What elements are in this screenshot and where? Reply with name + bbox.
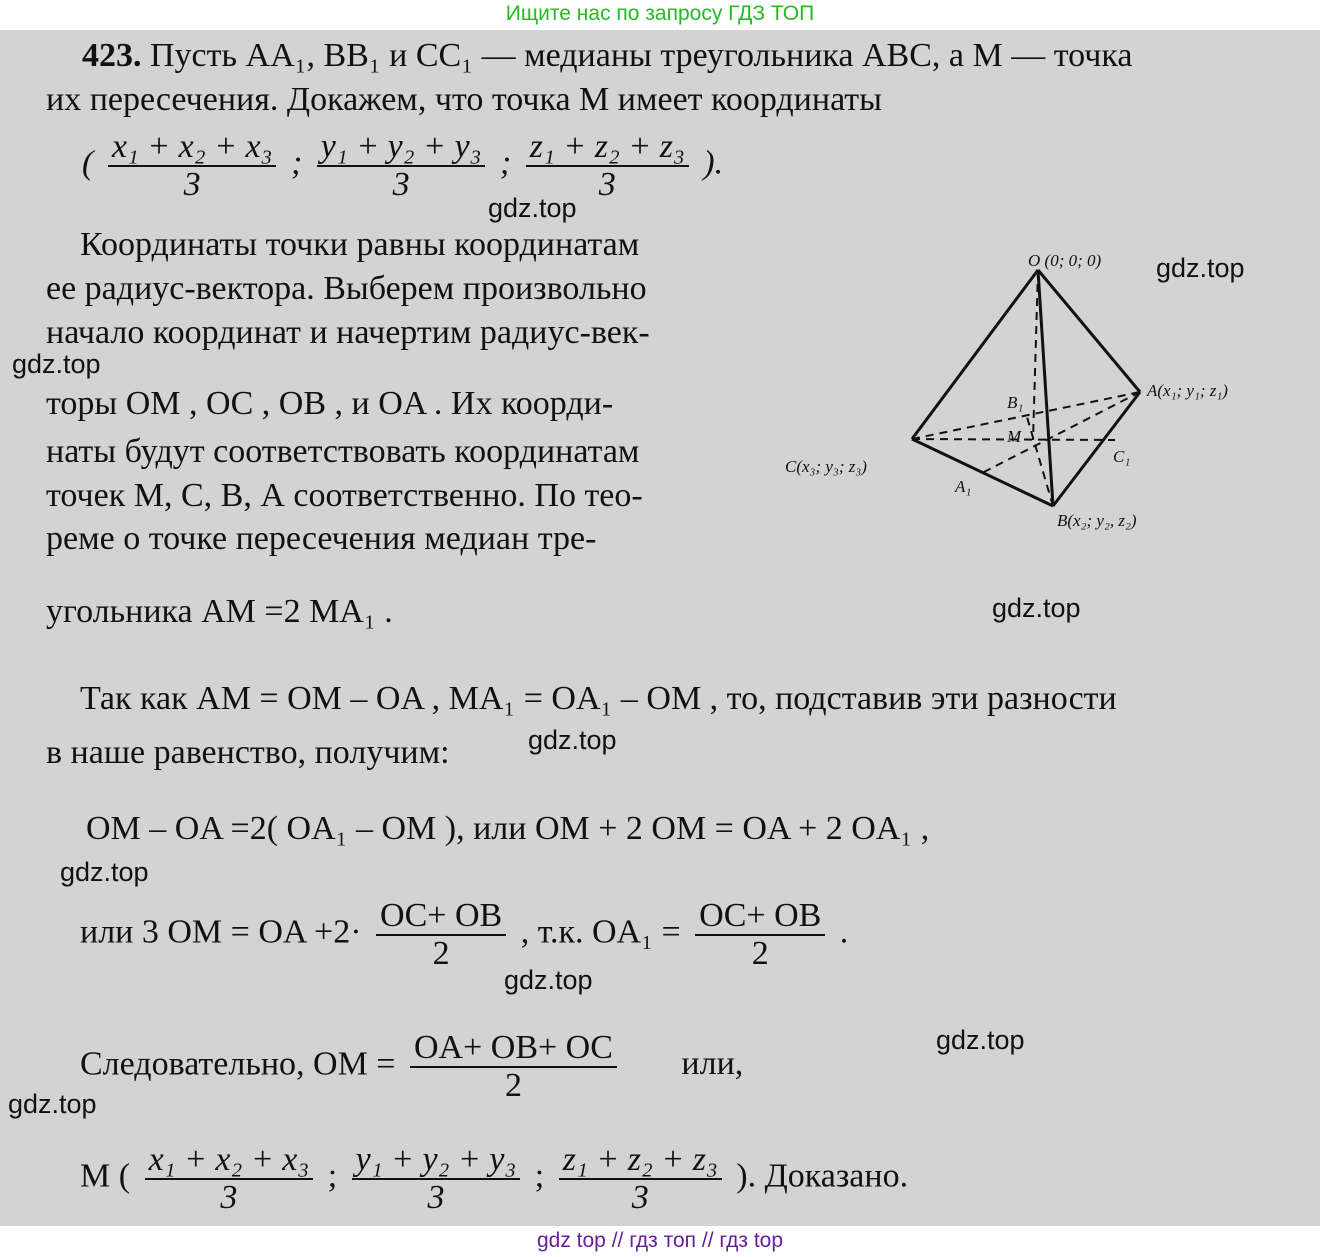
fraction-x: $\frac{\text{x₁ + x₂ + x₃}}{3}$: [108, 129, 277, 202]
edge-cb: [912, 439, 1053, 506]
watermark: gdz.top: [488, 193, 577, 223]
paren-open: (: [82, 144, 94, 182]
final-left: M (: [80, 1157, 131, 1195]
eq3-left: или 3 OM = OA +2·: [80, 913, 362, 951]
equation-line-4: [80, 1030, 743, 1103]
eq4-left: Следовательно, OM =: [80, 1045, 396, 1083]
label-o: O (0; 0; 0): [1028, 251, 1102, 270]
para-line-4: торы OM , OC , OB , и OA . Их коорди-: [46, 385, 614, 422]
fraction-oc-ob-2: $\frac{OC+ OB}{2}$: [695, 898, 825, 971]
label-b: B(x₂; y₂, z₂): [1057, 511, 1137, 530]
para-line-2: ее радиус-вектора. Выберем произвольно: [46, 270, 647, 307]
para-line-8: угольника AM =2 MA₁ .: [46, 593, 393, 630]
watermark: gdz.top: [8, 1089, 97, 1119]
equation-line-1: Так как AM = OM – OA , MA₁ = OA₁ – OM , то, подставив эти разности: [80, 680, 1117, 717]
fraction-z: $\frac{\text{z₁ + z₂ + z₃}}{3}$: [526, 129, 689, 202]
separator: ;: [327, 1157, 338, 1195]
label-m: M: [1007, 427, 1022, 446]
search-banner: Ищите нас по запросу ГДЗ ТОП: [505, 2, 815, 25]
fraction-oa-ob-oc: $\frac{OA+ OB+ OC}{2}$: [410, 1030, 617, 1103]
footer-banner: gdz top // гдз топ // гдз top: [536, 1229, 784, 1252]
equation-line-1b: в наше равенство, получим:: [46, 734, 450, 771]
text-line-2: их пересечения. Докажем, что точка М имеет координаты: [46, 81, 882, 118]
edge-oa: [1038, 270, 1140, 392]
watermark: gdz.top: [992, 593, 1081, 623]
para-line-5: наты будут соответствовать координатам: [46, 433, 640, 470]
label-c1: C₁: [1113, 447, 1131, 466]
watermark: gdz.top: [1156, 253, 1245, 283]
scanned-page: [0, 30, 1320, 1226]
problem-statement: Пусть АА₁, ВВ₁ и СС₁ — медианы треугольника АВС, а М — точка: [150, 37, 1133, 74]
paren-close: ).: [703, 144, 724, 182]
text-line-1: [82, 37, 1132, 75]
para-line-3: начало координат и начертим радиус-век-: [46, 314, 650, 351]
final-line: [80, 1142, 908, 1215]
final-fraction-x: $\frac{\text{x₁ + x₂ + x₃}}{3}$: [145, 1142, 314, 1215]
equation-line-3: или 3 OM = OA +2· $\frac{OC+ OB}{2}$ , т.к. OA₁ = $\frac{OC+ OB}{2}$ .: [80, 897, 849, 972]
edge-oc: [912, 270, 1038, 439]
problem-number: 423.: [82, 37, 142, 74]
label-b1: B₁: [1007, 393, 1024, 412]
coordinates-formula: [82, 129, 723, 202]
label-a: A(x₁; y₁; z₁): [1147, 381, 1228, 400]
watermark: gdz.top: [936, 1025, 1025, 1055]
label-c: C(x₃; y₃; z₃): [785, 457, 867, 476]
label-a1: A₁: [955, 477, 972, 496]
vector-om: [1033, 270, 1038, 440]
fraction-oc-ob: $\frac{OC+ OB}{2}$: [376, 898, 506, 971]
fraction-y: $\frac{\text{y₁ + y₂ + y₃}}{3}$: [317, 129, 486, 202]
watermark: gdz.top: [12, 349, 101, 379]
watermark: gdz.top: [504, 965, 593, 995]
edge-ob: [1038, 270, 1053, 506]
para-line-6: точек М, С, В, А соответственно. По тео-: [46, 477, 643, 514]
para-line-7: реме о точке пересечения медиан тре-: [46, 520, 597, 557]
watermark: gdz.top: [60, 857, 149, 887]
eq4-right: или,: [681, 1045, 744, 1083]
watermark: gdz.top: [528, 725, 617, 755]
separator: ;: [290, 144, 303, 182]
final-right: ). Доказано.: [736, 1157, 909, 1195]
eq3-mid: , т.к. OA₁ =: [520, 913, 681, 951]
edge-ca-dashed: [912, 392, 1140, 439]
separator: ;: [534, 1157, 545, 1195]
separator: ;: [499, 144, 512, 182]
equation-line-2: OM – OA =2( OA₁ – OM ), или OM + 2 OM = OA + 2 OA₁ ,: [86, 810, 930, 847]
final-fraction-z: $\frac{\text{z₁ + z₂ + z₃}}{3}$: [559, 1142, 722, 1215]
para-line-1: Координаты точки равны координатам: [80, 226, 640, 263]
final-fraction-y: $\frac{\text{y₁ + y₂ + y₃}}{3}$: [352, 1142, 521, 1215]
